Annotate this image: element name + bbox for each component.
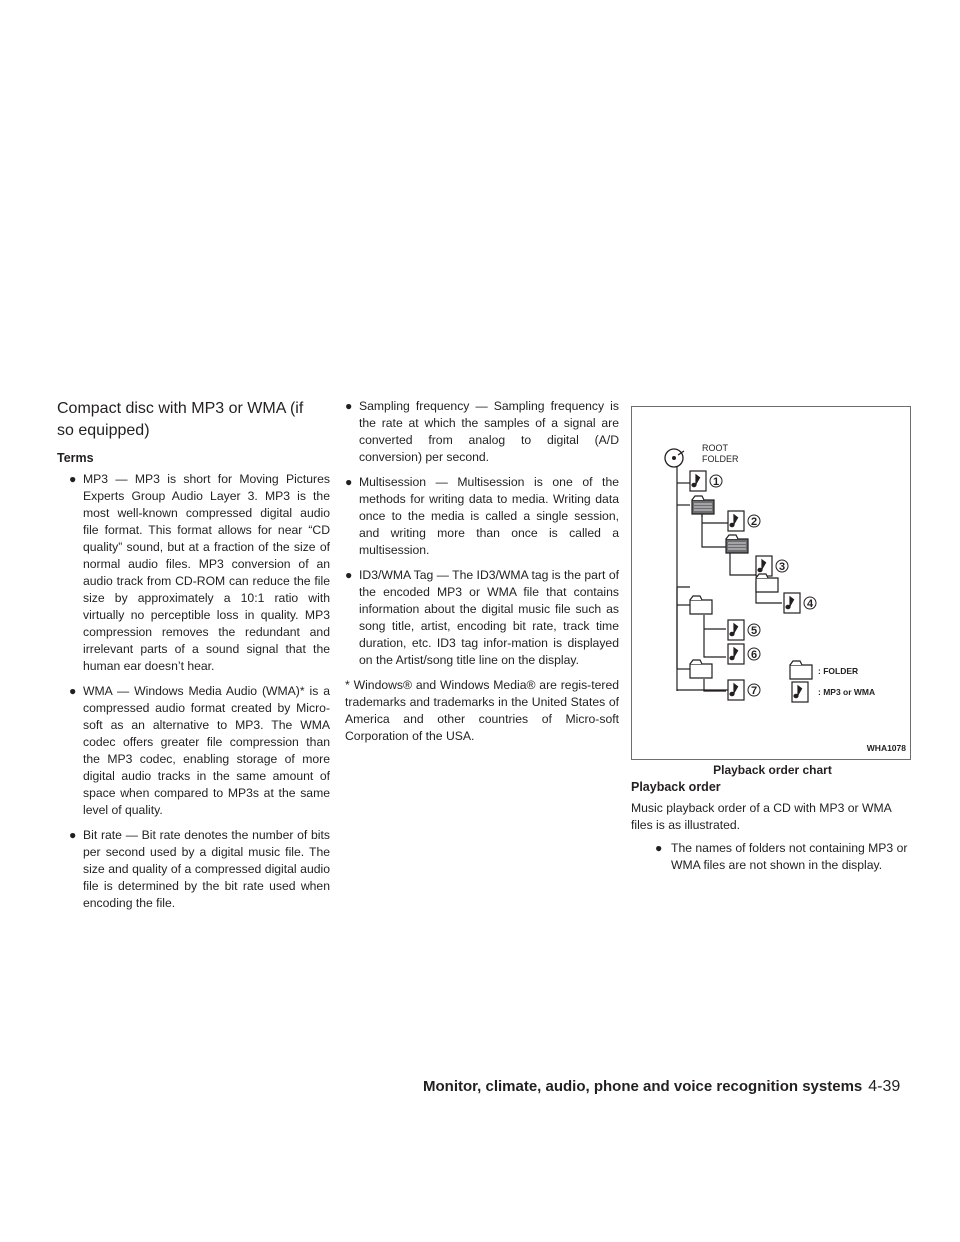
list-item	[345, 567, 619, 669]
folder-icon	[690, 660, 712, 678]
section-title-line-2: so equipped)	[57, 422, 150, 439]
legend-folder-icon	[790, 661, 812, 679]
folder-icon	[690, 596, 712, 614]
folder-icon	[756, 574, 778, 592]
trademark-note: * Windows® and Windows Media® are regis-tered trademarks and trademarks in the United States of America and other countries of Micro-soft Corporation of the USA.	[345, 678, 619, 743]
list-item	[57, 471, 330, 675]
term-multisession: Multisession — Multisession is one of the methods for writing data to media. Writing data once to the media is called a single session, and writing more than once is called a multisession.	[359, 475, 619, 557]
section-title-line-1: Compact disc with MP3 or WMA (if	[57, 400, 304, 417]
terms-list-continued	[345, 398, 619, 669]
root-label-line-1: ROOT	[702, 443, 728, 453]
folder-icon	[726, 535, 748, 553]
list-item	[345, 474, 619, 559]
term-bit-rate: Bit rate — Bit rate denotes the number of bits per second used by a digital music file. The size and quality of a compressed digital audio file is determined by the bit rate used when encoding the file.	[83, 828, 330, 910]
column-left	[57, 398, 330, 920]
bullet-icon: ●	[345, 568, 353, 582]
term-sampling-frequency: Sampling frequency — Sampling frequency is the rate at which the samples of a signal are converted from analog to digital (A/D conversion) per second.	[359, 399, 619, 464]
column-right	[631, 406, 914, 882]
list-item	[57, 683, 330, 819]
term-id3-wma-tag: ID3/WMA Tag — The ID3/WMA tag is the part of the encoded MP3 or WMA file that contains information about the digital music file such as song title, artist, encoding bit rate, track time duration, etc. ID3 tag infor-mation is displayed on the Artist/song title line on the display.	[359, 568, 619, 667]
legend-folder-label: : FOLDER	[818, 666, 859, 676]
playback-list	[631, 840, 914, 874]
music-file-icon	[728, 620, 744, 640]
music-file-icon	[728, 511, 744, 531]
cd-root-icon	[665, 449, 684, 467]
music-file-icon	[690, 471, 706, 491]
figure-caption: Playback order chart	[713, 763, 832, 777]
track-number-4: 4	[806, 598, 814, 610]
bullet-icon: ●	[69, 828, 77, 842]
music-file-icon	[756, 556, 772, 576]
music-file-icon	[728, 680, 744, 700]
list-item	[631, 840, 914, 874]
bullet-icon: ●	[655, 841, 663, 855]
term-mp3: MP3 — MP3 is short for Moving Pictures Experts Group Audio Layer 3. MP3 is the most well-known compressed digital audio file format. This format allows for near “CD quality” sound, but at a fraction of the size of normal audio files. MP3 conversion of an audio track from CD-ROM can reduce the file size by approximately a 10:1 ratio with virtually no perceptible loss in quality. MP3 compression removes the redundant and irrelevant parts of a sound signal that the human ear doesn’t hear.	[83, 472, 330, 673]
track-number-6: 6	[750, 649, 758, 661]
playback-order-figure	[631, 406, 911, 760]
track-number-2: 2	[750, 516, 758, 528]
track-number-5: 5	[750, 625, 758, 637]
chapter-title: Monitor, climate, audio, phone and voice recognition systems	[423, 1078, 863, 1095]
terms-list	[57, 471, 330, 912]
legend-file-label: : MP3 or WMA	[818, 687, 876, 697]
playback-bullet-text: The names of folders not containing MP3 or WMA files are not shown in the display.	[671, 841, 908, 872]
list-item	[57, 827, 330, 912]
bullet-icon: ●	[345, 399, 353, 413]
playback-body: Music playback order of a CD with MP3 or WMA files is as illustrated.	[631, 801, 892, 832]
playback-heading: Playback order	[631, 780, 721, 794]
section-title	[57, 398, 330, 442]
music-file-icon	[784, 593, 800, 613]
bullet-icon: ●	[345, 475, 353, 489]
list-item	[345, 398, 619, 466]
page-number: 4-39	[868, 1078, 901, 1095]
track-number-3: 3	[778, 561, 786, 573]
bullet-icon: ●	[69, 472, 77, 486]
terms-heading: Terms	[57, 451, 94, 465]
folder-icon	[692, 496, 714, 514]
legend-file-icon	[792, 682, 808, 702]
track-number-1: 1	[712, 476, 720, 488]
track-number-7: 7	[750, 685, 758, 697]
folder-tree-diagram	[632, 407, 910, 759]
column-middle	[345, 398, 619, 745]
music-file-icon	[728, 644, 744, 664]
page-footer	[423, 1078, 900, 1096]
figure-id: WHA1078	[866, 743, 906, 753]
root-label-line-2: FOLDER	[702, 454, 739, 464]
bullet-icon: ●	[69, 684, 77, 698]
term-wma: WMA — Windows Media Audio (WMA)* is a compressed audio format created by Micro-soft as an alternative to MP3. The WMA codec offers greater file compression than the MP3 codec, enabling storage of more digital audio tracks in the same amount of space when compared to MP3s at the same level of quality.	[83, 684, 330, 817]
